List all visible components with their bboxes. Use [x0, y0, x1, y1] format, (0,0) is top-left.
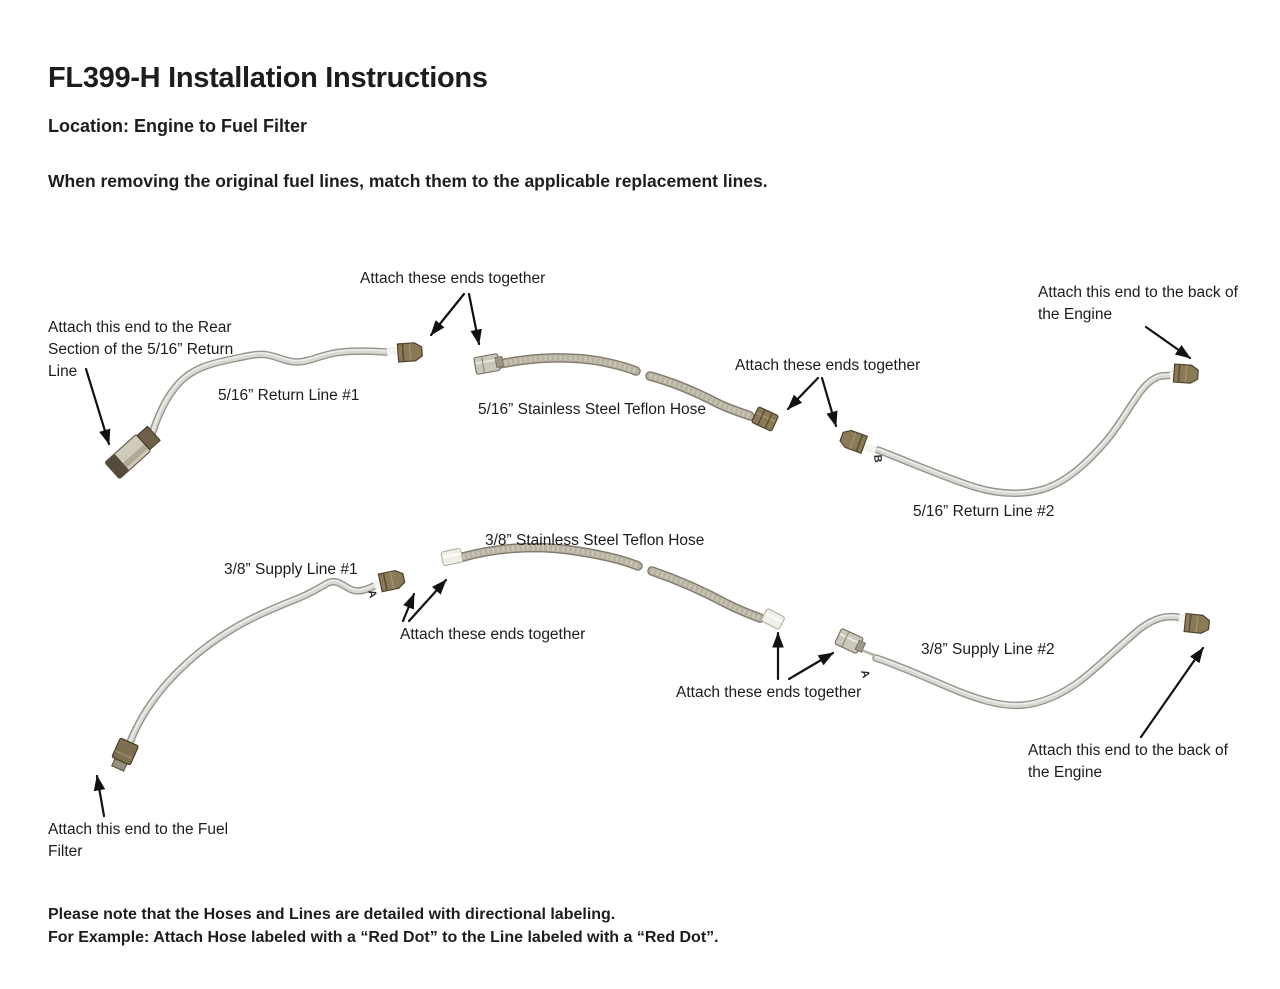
- callout-engine-bottom-line2: the Engine: [1028, 764, 1103, 781]
- direction-marker-b: B: [871, 454, 884, 464]
- fitting-return2-start: [839, 428, 868, 453]
- location-subtitle: Location: Engine to Fuel Filter: [48, 116, 307, 136]
- fitting-hose2-start: [441, 548, 463, 566]
- callout-engine-bottom: [1028, 740, 1228, 784]
- callout-engine-bottom-line1: Attach this end to the back of: [1028, 742, 1228, 759]
- intro-text: When removing the original fuel lines, match them to the applicable replacement lines.: [48, 171, 768, 191]
- callout-rear-line1: Attach this end to the Rear: [48, 319, 232, 336]
- arrow-engine-bottom: [1141, 648, 1203, 737]
- callout-rear-section: [48, 317, 233, 383]
- callout-fuel-filter-line2: Filter: [48, 843, 83, 860]
- fitting-supply1-end: [378, 569, 405, 592]
- label-supply-line-2: 3/8” Supply Line #2: [921, 641, 1055, 658]
- callout-fuel-filter: [48, 819, 228, 863]
- direction-marker-a2: A: [858, 668, 872, 680]
- label-return-hose: 5/16” Stainless Steel Teflon Hose: [478, 401, 707, 418]
- callout-arrows: [86, 294, 1203, 816]
- callout-engine-top-line2: the Engine: [1038, 306, 1113, 323]
- direction-marker-a1: A: [365, 588, 379, 600]
- fitting-hose1-end: [751, 407, 778, 432]
- teflon-hose-3-8: [441, 548, 785, 630]
- arrow-attach-mid-right: [822, 378, 836, 426]
- fitting-hose1-start: [474, 353, 505, 375]
- callout-engine-top-line1: Attach this end to the back of: [1038, 284, 1238, 301]
- arrow-attach-mid-left: [788, 378, 818, 409]
- arrow-attach-bl-right: [409, 580, 446, 621]
- callout-attach-top: Attach these ends together: [360, 270, 546, 287]
- fitting-return2-engine-end: [1173, 364, 1198, 384]
- label-supply-hose: 3/8” Stainless Steel Teflon Hose: [485, 532, 705, 549]
- label-supply-line-1: 3/8” Supply Line #1: [224, 561, 358, 578]
- page-title: FL399-H Installation Instructions: [48, 62, 488, 94]
- callout-attach-mid: Attach these ends together: [735, 357, 921, 374]
- callout-attach-bottom-left: Attach these ends together: [400, 626, 586, 643]
- arrow-engine-top: [1146, 327, 1190, 358]
- fitting-rear-coupler: [105, 425, 161, 479]
- fitting-supply2-start: [835, 628, 868, 655]
- callout-engine-top: [1038, 282, 1238, 326]
- callout-attach-bottom-mid: Attach these ends together: [676, 684, 862, 701]
- callout-fuel-filter-line1: Attach this end to the Fuel: [48, 821, 229, 838]
- callout-rear-line3: Line: [48, 363, 78, 380]
- arrow-fuel-filter: [97, 776, 104, 816]
- label-return-line-2: 5/16” Return Line #2: [913, 503, 1055, 520]
- label-return-line-1: 5/16” Return Line #1: [218, 387, 360, 404]
- fitting-return1-end: [397, 342, 422, 362]
- arrow-attach-top-right: [469, 294, 479, 344]
- arrow-attach-top-left: [431, 294, 464, 335]
- supply-line-1: [109, 569, 406, 772]
- note-line-2: For Example: Attach Hose labeled with a “Red Dot” to the Line labeled with a “Red Dot”.: [48, 929, 719, 946]
- return-line-2: [839, 364, 1199, 493]
- fitting-hose2-end: [761, 608, 785, 630]
- note-line-1: Please note that the Hoses and Lines are detailed with directional labeling.: [48, 906, 616, 923]
- fitting-supply2-engine-end: [1184, 614, 1210, 634]
- fitting-fuel-filter-end: [109, 738, 139, 773]
- arrow-attach-bm-right: [789, 653, 833, 679]
- callout-rear-line2: Section of the 5/16” Return: [48, 341, 234, 358]
